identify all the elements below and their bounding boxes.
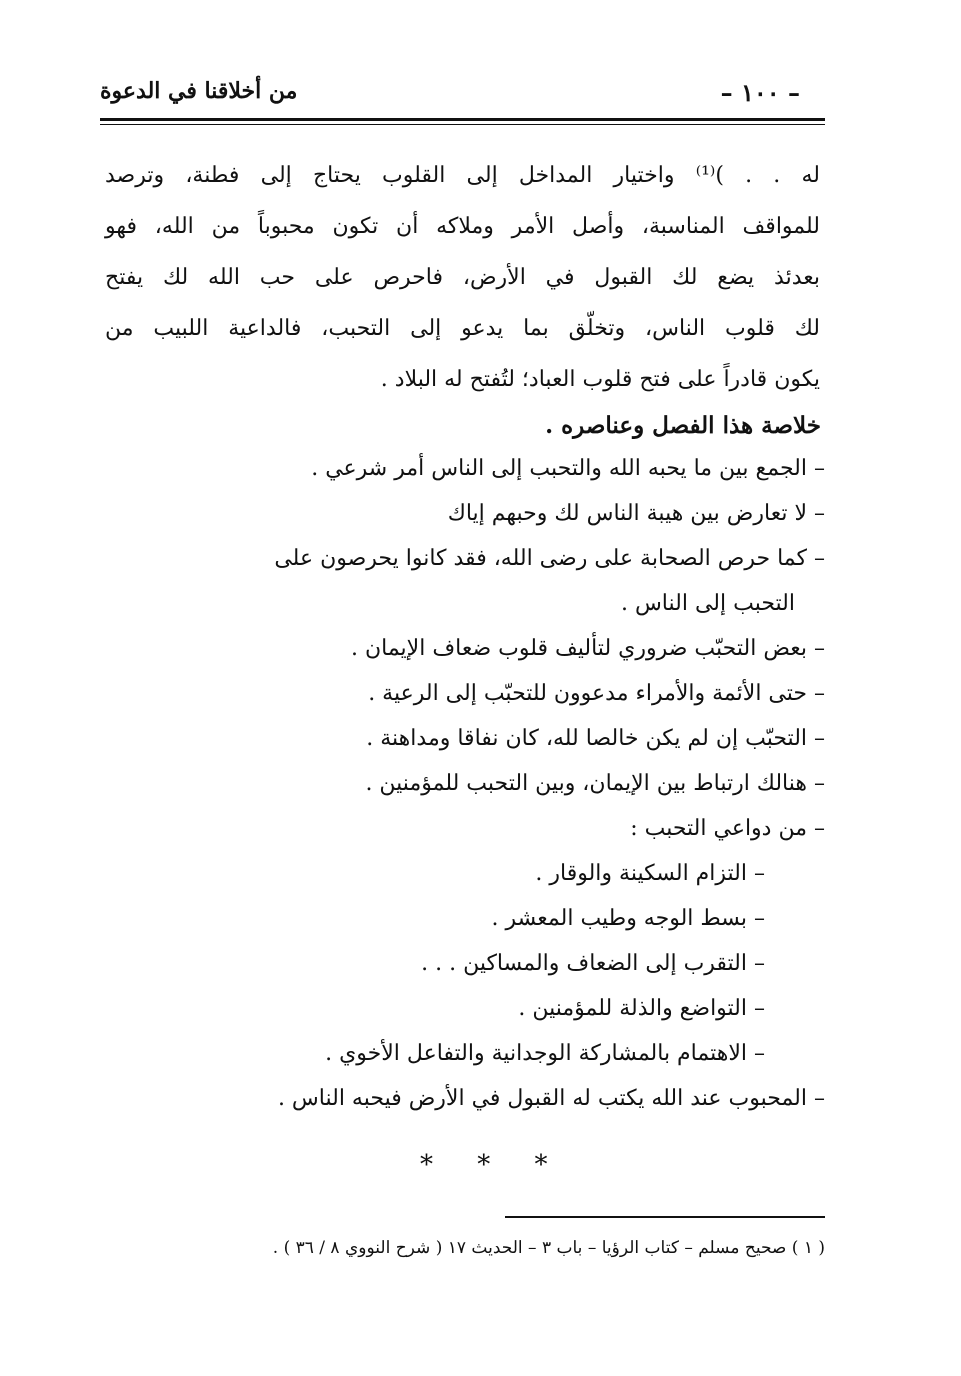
sub-list-item: – التقرب إلى الضعاف والمساكين . . .: [421, 951, 765, 976]
header-rule: [100, 118, 825, 121]
list-item: – هنالك ارتباط بين الإيمان، وبين التحبب للمؤمنين .: [365, 771, 825, 796]
section-heading: خلاصة هذا الفصل وعناصره .: [545, 412, 821, 439]
paragraph-line: للمواقف المناسبة، وأصل الأمر وملاكه أن تكون محبوباً من الله، فهو: [105, 214, 820, 239]
sub-list-item: – التواضع والذلة للمؤمنين .: [518, 996, 765, 1021]
list-item: – من دواعي التحبب :: [630, 816, 825, 841]
page-number: – ١٠٠ –: [720, 78, 800, 107]
paragraph-line: لك قلوب الناس، وتخلّق بما يدعو إلى التحبب، فالداعية اللبيب من: [105, 316, 820, 341]
running-title: من أخلاقنا في الدعوة: [100, 78, 298, 104]
footnote-rule: [505, 1216, 825, 1218]
sub-list-item: – الاهتمام بالمشاركة الوجدانية والتفاعل الأخوي .: [325, 1041, 765, 1066]
summary-list: [100, 446, 825, 1121]
section-separator: * * *: [420, 1150, 566, 1180]
list-item: – بعض التحبّب ضروري لتأليف قلوب ضعاف الإيمان .: [350, 636, 825, 661]
list-item-continuation: التحبب إلى الناس .: [620, 591, 795, 616]
body-paragraph: [105, 150, 820, 405]
sub-list-item: – بسط الوجه وطيب المعشر .: [491, 906, 765, 931]
list-item: – الجمع بين ما يحبه الله والتحبب إلى الناس أمر شرعي .: [311, 456, 825, 481]
list-item: – لا تعارض بين هيبة الناس لك وحبهم إياك: [447, 501, 825, 526]
header-rule-thin: [100, 124, 825, 125]
footnote: ( ١ ) صحيح مسلم – كتاب الرؤيا – باب ٣ – الحديث ١٧ ( شرح النووي ٨ / ٣٦ ) .: [272, 1238, 825, 1258]
list-item: – التحبّب إن لم يكن خالصا لله، كان نفاقا ومداهنة .: [366, 726, 825, 751]
list-item: – المحبوب عند الله يكتب له القبول في الأرض فيحبه الناس .: [277, 1086, 825, 1111]
sub-list-item: – التزام السكينة والوقار .: [535, 861, 765, 886]
paragraph-line: يكون قادراً على فتح قلوب العباد؛ لتُفتح له البلاد .: [380, 367, 820, 392]
paragraph-line: بعدئذ يضع لك القبول في الأرض، فاحرص على حب الله لك يفتح: [105, 265, 820, 290]
list-item: – كما حرص الصحابة على رضى الله، فقد كانوا يحرصون على: [274, 546, 825, 571]
page-header: [100, 78, 820, 118]
list-item: – حتى الأئمة والأمراء مدعوون للتحبّب إلى الرعية .: [368, 681, 825, 706]
paragraph-line: له . . )⁽¹⁾ واختيار المداخل إلى القلوب يحتاج إلى فطنة، وترصد: [105, 163, 820, 188]
